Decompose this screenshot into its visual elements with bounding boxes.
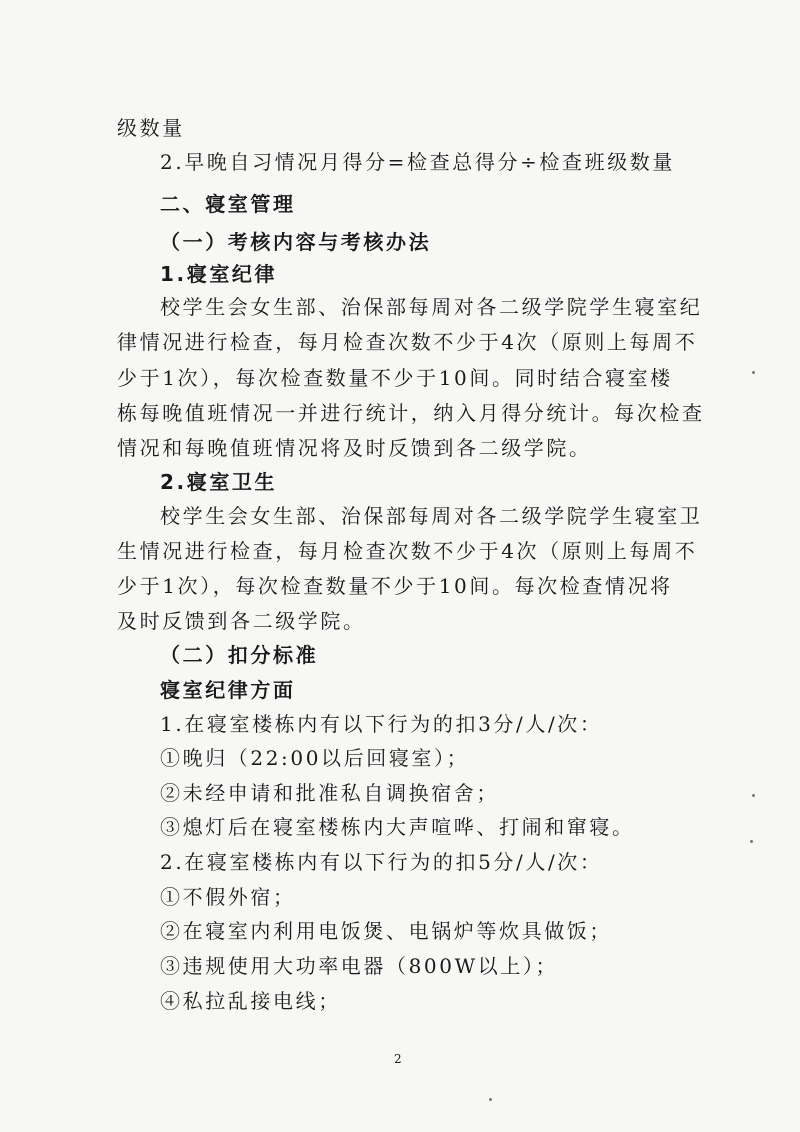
text-line: 少于1次），每次检查数量不少于10间。每次检查情况将 <box>117 574 673 598</box>
text-line: 情况和每晚值班情况将及时反馈到各二级学院。 <box>117 436 592 460</box>
text-line: 栋每晚值班情况一并进行统计，纳入月得分统计。每次检查 <box>117 401 705 425</box>
scan-speck <box>489 1098 492 1101</box>
text-line: ②在寝室内利用电饭煲、电锅炉等炊具做饭； <box>160 919 612 943</box>
scan-speck <box>750 840 753 843</box>
section-heading: 二、寝室管理 <box>160 192 296 216</box>
text-line: 校学生会女生部、治保部每周对各二级学院学生寝室卫 <box>160 504 703 528</box>
text-line: 2.在寝室楼栋内有以下行为的扣5分/人/次： <box>160 850 603 874</box>
page-number: 2 <box>394 1052 402 1066</box>
scan-speck <box>752 794 755 797</box>
item-heading: 1.寝室纪律 <box>160 262 278 286</box>
text-line: 1.在寝室楼栋内有以下行为的扣3分/人/次： <box>160 712 603 736</box>
text-line: 级数量 <box>117 116 185 140</box>
subsection-heading: （一）考核内容与考核办法 <box>160 230 432 254</box>
text-line: ③违规使用大功率电器（800W以上）； <box>160 954 559 978</box>
text-line: 及时反馈到各二级学院。 <box>117 609 366 633</box>
subsection-heading: （二）扣分标准 <box>160 643 319 667</box>
item-heading: 寝室纪律方面 <box>160 678 296 702</box>
text-line: ①晚归（22:00以后回寝室）； <box>160 746 470 770</box>
text-line: ③熄灯后在寝室楼栋内大声喧哗、打闹和窜寝。 <box>160 815 635 839</box>
text-line: 2.早晚自习情况月得分=检查总得分÷检查班级数量 <box>160 150 675 174</box>
text-line: 律情况进行检查，每月检查次数不少于4次（原则上每周不 <box>117 330 698 354</box>
text-line: ①不假外宿； <box>160 885 296 909</box>
text-line: ④私拉乱接电线； <box>160 989 341 1013</box>
text-line: 少于1次），每次检查数量不少于10间。同时结合寝室楼 <box>117 366 673 390</box>
text-line: 校学生会女生部、治保部每周对各二级学院学生寝室纪 <box>160 295 703 319</box>
text-line: ②未经申请和批准私自调换宿舍； <box>160 781 499 805</box>
item-heading: 2.寝室卫生 <box>160 470 278 494</box>
text-line: 生情况进行检查，每月检查次数不少于4次（原则上每周不 <box>117 539 698 563</box>
scan-speck <box>752 371 755 374</box>
